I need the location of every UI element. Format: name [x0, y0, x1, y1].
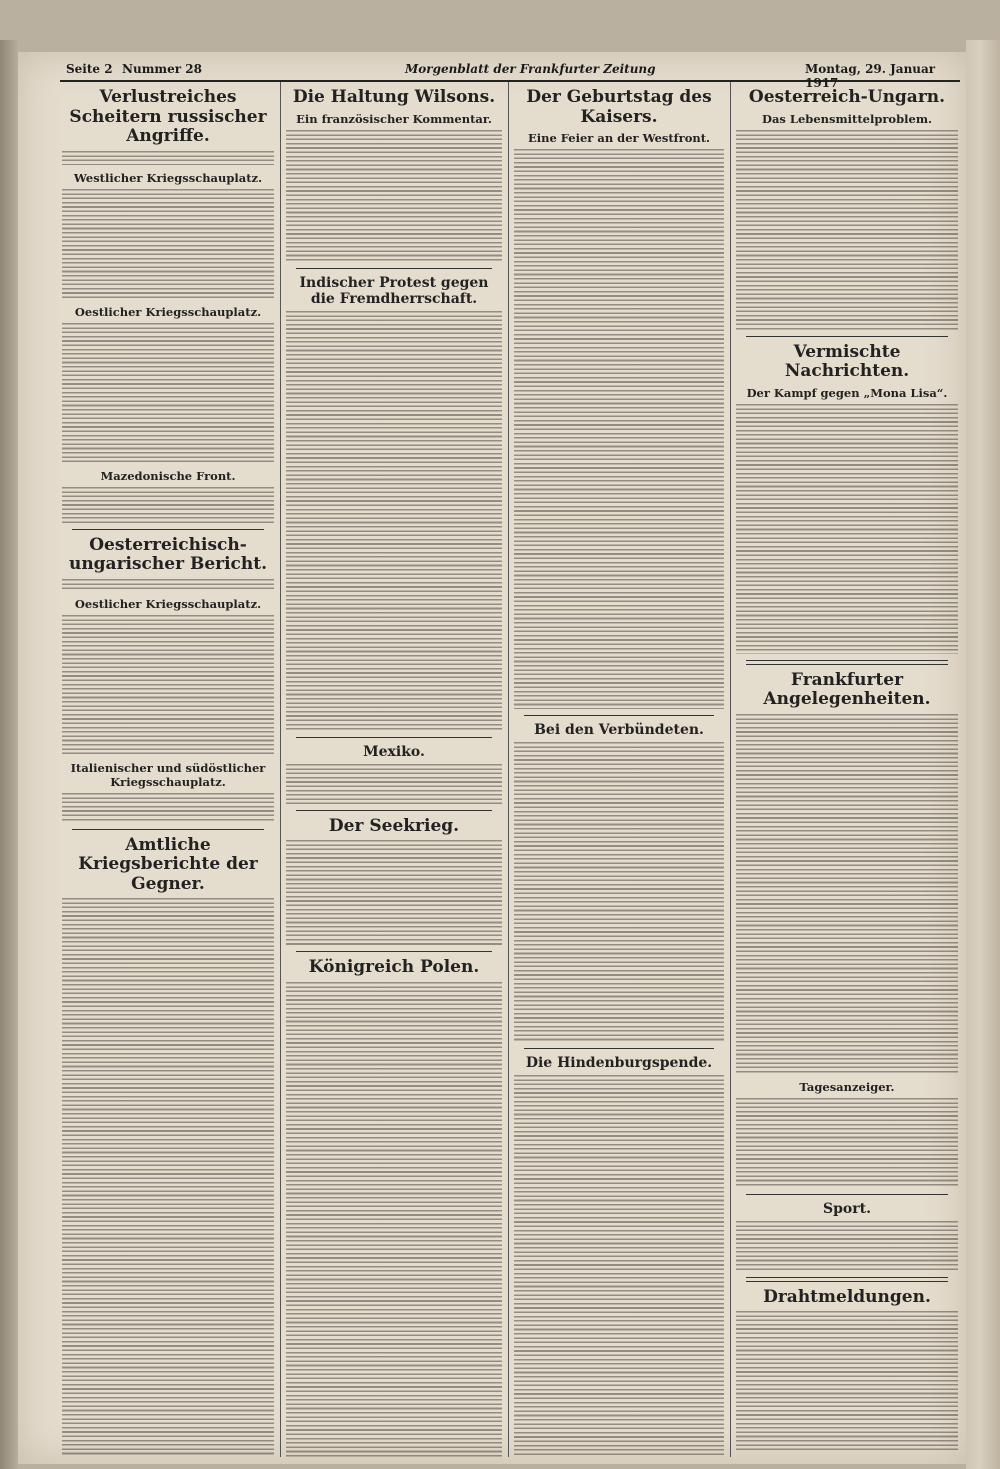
headline: Verlustreiches Scheitern russischer Angriffe.	[69, 87, 267, 147]
headline: Frankfurter Angelegenheiten.	[763, 669, 931, 710]
headline: Oesterreich-Ungarn.	[748, 87, 946, 107]
text-block	[736, 714, 958, 1074]
text-block	[286, 982, 502, 1457]
column-rule	[280, 82, 281, 1457]
divider	[296, 737, 492, 738]
text-block	[62, 793, 274, 823]
headline: Indischer Protest gegen die Fremdherrschaft.	[299, 274, 489, 307]
masthead	[60, 58, 960, 90]
text-block	[736, 130, 958, 330]
column-rule	[730, 82, 731, 1457]
divider	[72, 829, 264, 830]
divider	[72, 529, 264, 530]
subheading: Italienischer und südöstlicher Kriegsschauplatz.	[70, 760, 266, 789]
headline: Oesterreichisch-ungarischer Bericht.	[68, 534, 268, 575]
headline: Sport.	[823, 1200, 871, 1217]
divider	[296, 810, 492, 811]
text-block	[62, 898, 274, 1457]
divider	[746, 660, 948, 665]
headline: Königreich Polen.	[308, 957, 480, 978]
subheading: Oestlicher Kriegsschauplatz.	[74, 304, 262, 319]
subheading: Mazedonische Front.	[100, 468, 236, 483]
text-block	[736, 1098, 958, 1188]
divider	[746, 1194, 948, 1195]
divider	[524, 1048, 714, 1049]
text-block	[514, 1075, 724, 1457]
column-2	[286, 82, 502, 1457]
text-block	[736, 404, 958, 654]
text-block	[514, 742, 724, 1042]
divider	[746, 1277, 948, 1282]
headline: Vermischte Nachrichten.	[784, 341, 910, 382]
binding-edge	[0, 40, 18, 1469]
issue-number: Nummer 28	[122, 62, 202, 76]
headline: Die Haltung Wilsons.	[292, 87, 496, 107]
text-block	[62, 323, 274, 463]
text-block	[62, 189, 274, 299]
text-block	[62, 579, 274, 591]
divider	[524, 715, 714, 716]
subheading: Ein französischer Kommentar.	[296, 111, 492, 126]
text-block	[286, 840, 502, 945]
divider	[296, 268, 492, 269]
headline: Der Geburtstag des Kaisers.	[526, 87, 712, 127]
subheading: Eine Feier an der Westfront.	[527, 131, 711, 146]
text-block	[736, 1221, 958, 1271]
issue-date: Montag, 29. Januar 1917	[805, 62, 936, 90]
subheading: Das Lebensmittelproblem.	[761, 111, 932, 126]
headline: Die Hindenburgspende.	[525, 1055, 713, 1072]
column-rule	[508, 82, 509, 1457]
column-1	[62, 82, 274, 1457]
text-block	[62, 151, 274, 165]
column-3	[514, 82, 724, 1457]
subheading: Westlicher Kriegsschauplatz.	[73, 170, 263, 185]
paper-title: Morgenblatt der Frankfurter Zeitung	[405, 62, 656, 76]
headline: Mexiko.	[363, 743, 425, 760]
headline: Der Seekrieg.	[328, 815, 460, 836]
subheading: Oestlicher Kriegsschauplatz.	[74, 596, 262, 611]
divider	[746, 336, 948, 337]
headline: Drahtmeldungen.	[763, 1286, 931, 1307]
next-page-edge	[966, 40, 1000, 1469]
text-block	[514, 149, 724, 709]
text-block	[62, 615, 274, 755]
column-4	[736, 82, 958, 1457]
text-block	[286, 130, 502, 262]
divider	[296, 951, 492, 952]
subheading: Tagesanzeiger.	[799, 1079, 895, 1094]
subheading: Der Kampf gegen „Mona Lisa“.	[746, 385, 948, 400]
text-block	[286, 311, 502, 731]
page-label: Seite 2	[66, 62, 113, 76]
headline: Amtliche Kriegsberichte der Gegner.	[78, 834, 258, 894]
headline: Bei den Verbündeten.	[534, 722, 704, 739]
text-block	[736, 1311, 958, 1451]
text-block	[62, 487, 274, 523]
text-block	[286, 764, 502, 804]
